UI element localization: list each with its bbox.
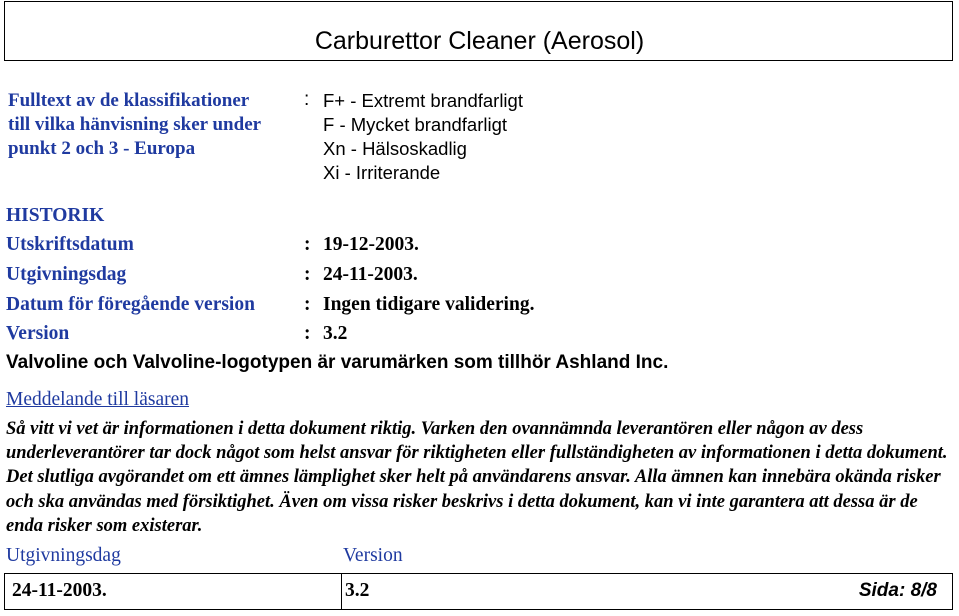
footer-version: 3.2 xyxy=(345,580,370,601)
footer-issue-label: Utgivningsdag xyxy=(6,545,121,566)
history-colon: : xyxy=(304,264,311,285)
history-colon: : xyxy=(304,234,311,255)
history-value-version: 3.2 xyxy=(323,323,348,344)
footer-divider xyxy=(341,573,342,610)
history-value-issue-date: 24-11-2003. xyxy=(323,264,418,285)
footer-box xyxy=(4,573,953,610)
classification-item: Xi - Irriterande xyxy=(323,162,441,183)
history-colon: : xyxy=(304,294,311,315)
classification-item: F+ - Extremt brandfarligt xyxy=(323,90,523,111)
page-title: Carburettor Cleaner (Aerosol) xyxy=(314,27,645,55)
history-colon: : xyxy=(304,323,311,344)
notice-heading: Meddelande till läsaren xyxy=(6,389,190,410)
trademark-statement: Valvoline och Valvoline-logotypen är varumärken som tillhör Ashland Inc. xyxy=(6,352,669,373)
history-label-issue-date: Utgivningsdag xyxy=(6,264,127,285)
history-label-previous-version: Datum för föregående version xyxy=(6,294,255,315)
history-value-previous-version: Ingen tidigare validering. xyxy=(323,294,535,315)
fulltext-label-line-2: till vilka hänvisning sker under xyxy=(8,114,262,135)
history-heading: HISTORIK xyxy=(6,205,105,226)
classification-item: Xn - Hälsoskadlig xyxy=(323,138,467,159)
fulltext-label-line-3: punkt 2 och 3 - Europa xyxy=(8,138,196,159)
fulltext-label-line-1: Fulltext av de klassifikationer xyxy=(8,90,250,111)
notice-text: Så vitt vi vet är informationen i detta dokument riktig. Varken den ovannämnda leverantören eller någon av dess underleverantörer tar dock något som helst ansvar för riktigheten eller fullständigheten av informationen i detta dokument. Det slutliga avgörandet om ett ämnes lämplighet sker helt på användarens ansvar. Alla ämnen kan innebära okända risker och ska användas med försiktighet. Även om vissa risker beskrivs i detta dokument, kan vi inte garantera att dessa är de enda risker som existerar. xyxy=(6,419,948,536)
history-label-version: Version xyxy=(6,323,70,344)
page-number: Sida: 8/8 xyxy=(858,580,937,601)
history-value-print-date: 19-12-2003. xyxy=(323,234,419,255)
footer-version-label: Version xyxy=(343,545,403,566)
classification-item: F - Mycket brandfarligt xyxy=(323,114,508,135)
footer-issue-date: 24-11-2003. xyxy=(12,580,107,601)
history-label-print-date: Utskriftsdatum xyxy=(6,234,134,255)
fulltext-colon: : xyxy=(304,89,310,110)
